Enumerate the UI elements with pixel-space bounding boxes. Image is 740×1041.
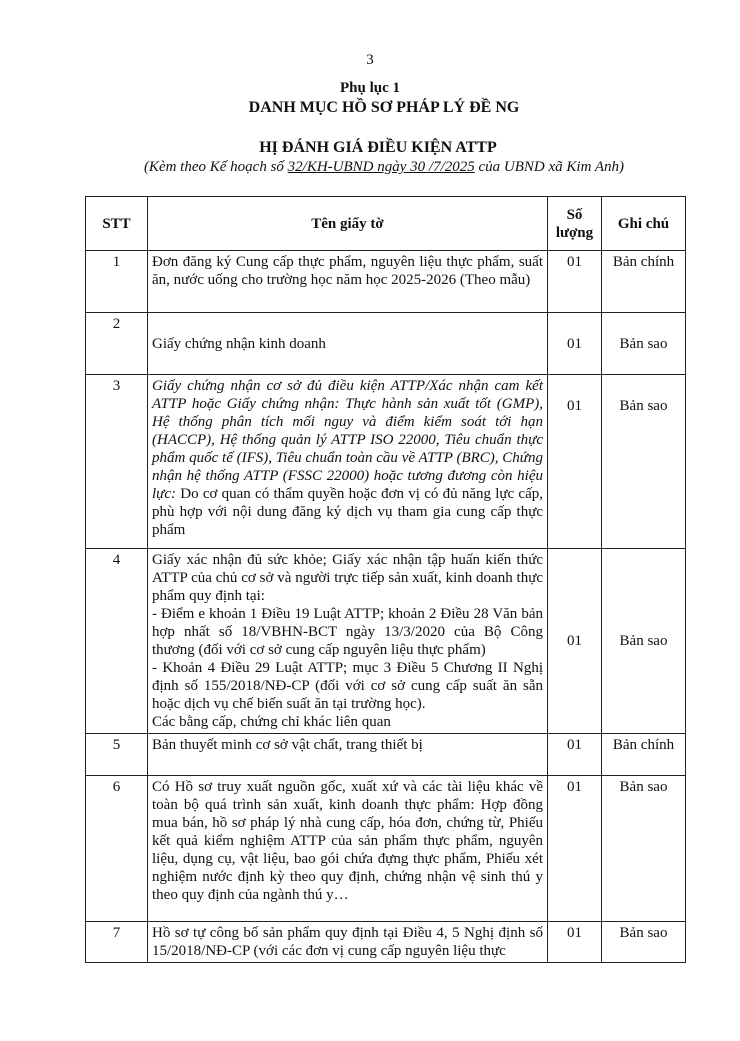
- row-name: Có Hồ sơ truy xuất nguồn gốc, xuất xứ và các tài liệu khác về toàn bộ quá trình sản xuất, kinh doanh thực phẩm: Hợp đồng mua bán, hồ sơ pháp lý nhà cung cấp, hóa đơn, chứng từ, Phiếu kết quả kiểm nghiệm ATTP của sản phẩm thực phẩm, nguyên liệu, dụng cụ, vật liệu, bao gói chứa đựng thực phẩm, Phiếu xét nghiệm nước định kỳ theo quy định, chứng nhận vệ sinh thú y theo quy định của ngành thú y…: [148, 776, 548, 922]
- row-stt: 6: [86, 776, 148, 922]
- row-note: Bản sao: [602, 313, 686, 375]
- table-row: [86, 922, 686, 963]
- row-stt: 7: [86, 922, 148, 963]
- row-stt: 2: [86, 313, 148, 375]
- row-quantity: 01: [548, 734, 602, 776]
- row-name: Đơn đăng ký Cung cấp thực phẩm, nguyên liệu thực phẩm, suất ăn, nước uống cho trường học năm học 2025-2026 (Theo mẫu): [148, 251, 548, 313]
- row-name: Hồ sơ tự công bố sản phẩm quy định tại Điều 4, 5 Nghị định số 15/2018/NĐ-CP (với các đơn vị cung cấp nguyên liệu thực: [148, 922, 548, 963]
- row-note: Bản sao: [602, 776, 686, 922]
- page-number: 3: [366, 52, 374, 68]
- row-stt: 5: [86, 734, 148, 776]
- header-name: Tên giấy tờ: [148, 197, 548, 251]
- row-note: Bản sao: [602, 375, 686, 549]
- row-quantity: 01: [548, 251, 602, 313]
- row-quantity: 01: [548, 549, 602, 734]
- subtitle-suffix: của UBND xã Kim Anh): [474, 159, 625, 175]
- row-quantity: 01: [548, 313, 602, 375]
- table-row: [86, 313, 686, 375]
- row-name-italic: Giấy chứng nhận cơ sở đủ điều kiện ATTP/Xác nhận cam kết ATTP hoặc Giấy chứng nhận: Thực hành sản xuất tốt (GMP), Hệ thống phân tích mối nguy và điểm kiểm soát tới hạn (HACCP), Hệ thống quản lý ATTP ISO 22000, Tiêu chuẩn thực phẩm quốc tế (IFS), Tiêu chuẩn toàn cầu về ATTP (BRC), Chứng nhận hệ thống ATTP (FSSC 22000) hoặc tương đương còn hiệu lực:: [152, 378, 543, 502]
- row-quantity: 01: [548, 776, 602, 922]
- table-row: [86, 375, 686, 549]
- header-quantity: Số lượng: [548, 197, 602, 251]
- row-quantity: 01: [548, 922, 602, 963]
- table-row: [86, 251, 686, 313]
- row-note: Bản sao: [602, 549, 686, 734]
- table-row: [86, 734, 686, 776]
- row-name: Giấy chứng nhận kinh doanh: [148, 313, 548, 375]
- row-note: Bản chính: [602, 734, 686, 776]
- row-name-line: - Điểm e khoản 1 Điều 19 Luật ATTP; khoản 2 Điều 28 Văn bản hợp nhất số 18/VBHN-BCT ngày 13/3/2020 của Bộ Công thương (đối với cơ sở cung cấp nguyên liệu thực phẩm): [152, 606, 543, 658]
- row-stt: 4: [86, 549, 148, 734]
- row-name-line: Giấy xác nhận đủ sức khỏe; Giấy xác nhận tập huấn kiến thức ATTP của chủ cơ sở và người trực tiếp sản xuất, kinh doanh thực phẩm quy định tại:: [152, 552, 543, 604]
- row-name: Bản thuyết minh cơ sở vật chất, trang thiết bị: [148, 734, 548, 776]
- table-header-row: [86, 197, 686, 251]
- row-note: Bản sao: [602, 922, 686, 963]
- documents-table: [85, 196, 686, 963]
- document-subtitle: [0, 159, 740, 176]
- row-name-line: Các bằng cấp, chứng chỉ khác liên quan: [152, 714, 391, 730]
- subtitle-prefix: (Kèm theo Kế hoạch số: [143, 159, 288, 175]
- table-row: [86, 549, 686, 734]
- row-stt: 1: [86, 251, 148, 313]
- row-stt: 3: [86, 375, 148, 549]
- row-name-rest: Do cơ quan có thẩm quyền hoặc đơn vị có đủ năng lực cấp, phù hợp với nội dung đăng ký dịch vụ tham gia cung cấp thực phẩm: [152, 486, 543, 538]
- header-note: Ghi chú: [602, 197, 686, 251]
- row-name: [148, 375, 548, 549]
- row-quantity: 01: [548, 375, 602, 549]
- table-row: [86, 776, 686, 922]
- subtitle-plan-reference: 32/KH-UBND ngày 30 /7/2025: [287, 159, 475, 175]
- header-stt: STT: [86, 197, 148, 251]
- document-title-line-2: HỊ ĐÁNH GIÁ ĐIỀU KIỆN ATTP: [259, 139, 497, 156]
- row-note: Bản chính: [602, 251, 686, 313]
- document-title-line-1: DANH MỤC HỒ SƠ PHÁP LÝ ĐỀ NG: [248, 99, 520, 116]
- row-name-line: - Khoản 4 Điều 29 Luật ATTP; mục 3 Điều 5 Chương II Nghị định số 155/2018/NĐ-CP (đối với cơ sở cung cấp suất ăn sẵn hoặc dịch vụ chế biến suất ăn tại trường học).: [152, 660, 543, 712]
- row-name: [148, 549, 548, 734]
- appendix-label: Phụ lục 1: [339, 80, 400, 96]
